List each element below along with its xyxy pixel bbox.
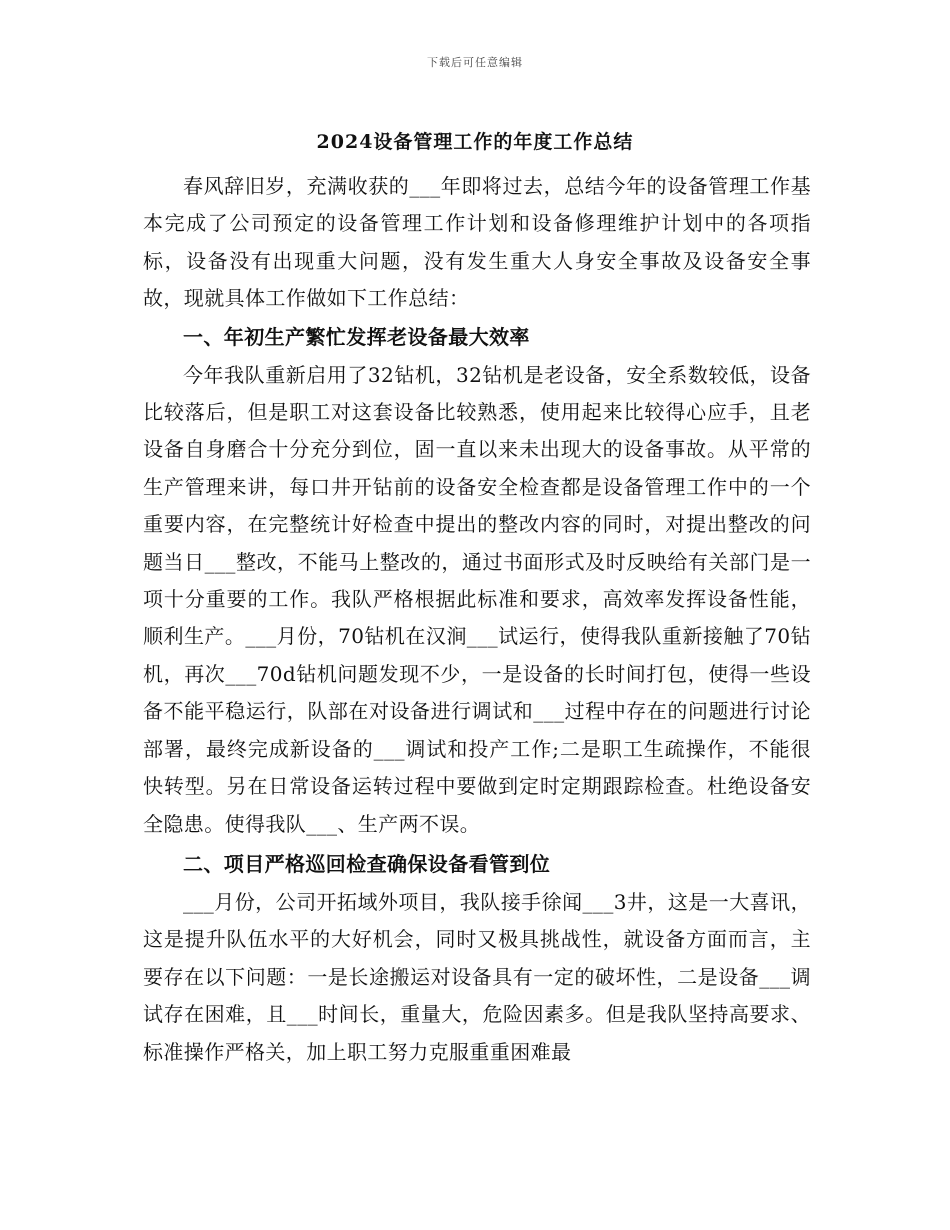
section-1-paragraph: 今年我队重新启用了32钻机，32钻机是老设备，安全系数较低，设备比较落后，但是职工对这套设备比较熟悉，使用起来比较得心应手，且老设备自身磨合十分充分到位，固一直以来未出现大的设备事故。从平常的生产管理来讲，每口井开钻前的设备安全检查都是设备管理工作中的一个重要内容，在完整统计好检查中提出的整改内容的同时，对提出整改的问题当日___整改，不能马上整改的，通过书面形式及时反映给有关部门是一项十分重要的工作。我队严格根据此标准和要求，高效率发挥设备性能，顺利生产。___月份，70钻机在汉涧___试运行，使得我队重新接触了70钻机，再次___70d钻机问题发现不少，一是设备的长时间打包，使得一些设备不能平稳运行，队部在对设备进行调试和___过程中存在的问题进行讨论部署，最终完成新设备的___调试和投产工作;二是职工生疏操作，不能很快转型。另在日常设备运转过程中要做到定时定期跟踪检查。杜绝设备安全隐患。使得我队___、生产两不误。 (143, 362, 811, 836)
document-body (143, 168, 811, 1071)
document-title: 2024设备管理工作的年度工作总结 (316, 131, 634, 153)
page-header-note: 下载后可任意编辑 (427, 56, 523, 69)
intro-paragraph: 春风辞旧岁，充满收获的___年即将过去，总结今年的设备管理工作基本完成了公司预定的设备管理工作计划和设备修理维护计划中的各项指标，设备没有出现重大问题，没有发生重大人身安全事故及设备安全事故，现就具体工作做如下工作总结： (143, 174, 811, 311)
section-1-heading: 一、年初生产繁忙发挥老设备最大效率 (183, 324, 530, 349)
section-2-paragraph: ___月份，公司开拓域外项目，我队接手徐闻___3井，这是一大喜讯，这是提升队伍水平的大好机会，同时又极具挑战性，就设备方面而言，主要存在以下问题：一是长途搬运对设备具有一定的破坏性，二是设备___调试存在困难，且___时间长，重量大，危险因素多。但是我队坚持高要求、标准操作严格关，加上职工努力克服重重困难最 (143, 889, 811, 1064)
section-2-heading: 二、项目严格巡回检查确保设备看管到位 (183, 851, 551, 876)
